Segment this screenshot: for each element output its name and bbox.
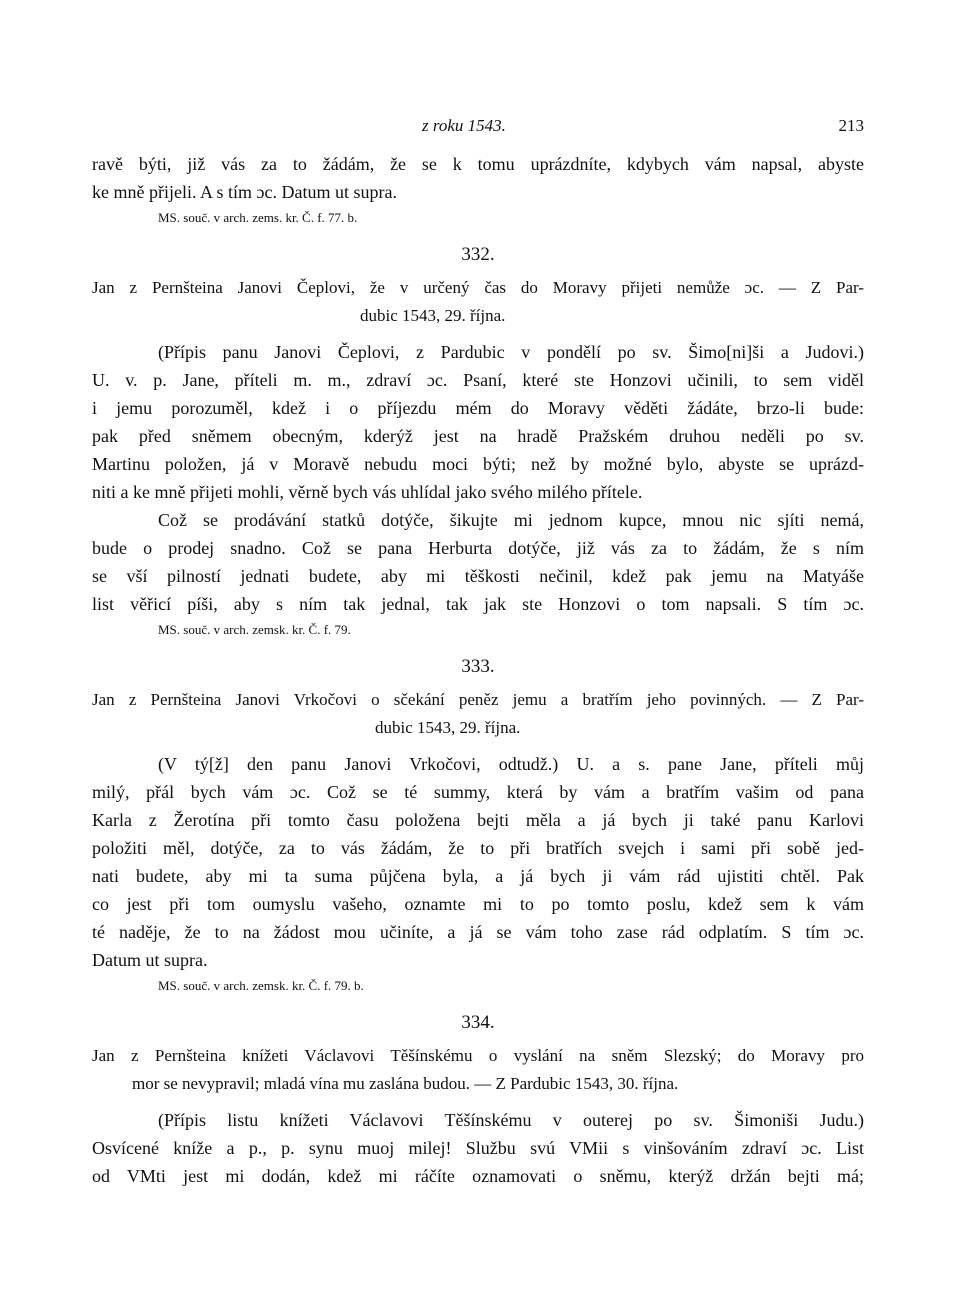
summary-line: Jan z Pernšteina Janovi Čeplovi, že v určený čas do Moravy přijeti nemůže ɔc. — Z Par- — [92, 278, 864, 297]
text-line: milý, přál bych vám ɔc. Což se té summy, která by vám a bratřím vašim od pana — [92, 782, 864, 802]
text-line: ke mně přijeli. A s tím ɔc. Datum ut supra. — [92, 182, 397, 202]
summary-line: mor se nevypravil; mladá vína mu zaslána budou. — Z Pardubic 1543, 30. října. — [132, 1074, 679, 1093]
text-line: Karla z Žerotína při tomto času položena bejti měla a já bych ji také panu Karlovi — [92, 810, 864, 830]
text-line: Osvícené kníže a p., p. synu muoj milej! Službu svú VMii s vinšováním zdraví ɔc. List — [92, 1138, 864, 1158]
document-number: 334. — [461, 1012, 495, 1033]
text-line: (Přípis panu Janovi Čeplovi, z Pardubic v pondělí po sv. Šimo[ni]ši a Judovi.) — [158, 342, 864, 362]
text-line: Datum ut supra. — [92, 950, 208, 970]
intro-text — [92, 150, 864, 206]
text-line: ravě býti, již vás za to žádám, že se k tomu uprázdníte, kdybych vám napsal, abyste — [92, 154, 864, 174]
page-header — [92, 116, 864, 142]
text-line: (Přípis listu knížeti Václavovi Těšínskému v outerej po sv. Šimoniši Judu.) — [158, 1110, 864, 1130]
text-line: pak před sněmem obecným, kderýž jest na hradě Pražském druhou neděli po sv. — [92, 426, 864, 446]
text-line: se vší pilností jednati budete, aby mi těškosti nečinil, kdež pak jemu na Matyáše — [92, 566, 864, 586]
text-line: bude o prodej snadno. Což se pana Herburta dotýče, již vás za to žádám, že s ním — [92, 538, 864, 558]
source-note: MS. souč. v arch. zemsk. kr. Č. f. 79. b. — [158, 978, 364, 993]
page-number: 213 — [838, 116, 864, 135]
running-title: z roku 1543. — [422, 116, 506, 135]
source-note: MS. souč. v arch. zemsk. kr. Č. f. 79. — [158, 622, 351, 637]
text-line: list věřicí píši, aby s ním tak jednal, tak jak ste Honzovi o tom napsali. S tím ɔc. — [92, 594, 864, 614]
summary-line: Jan z Pernšteina knížeti Václavovi Těšínskému o vyslání na sněm Slezský; do Moravy pro — [92, 1046, 864, 1065]
text-line: Což se prodávání statků dotýče, šikujte mi jednom kupce, mnou nic sjíti nemá, — [158, 510, 864, 530]
text-line: nati budete, aby mi ta suma půjčena byla, a já bych ji vám rád ujistiti chtěl. Pak — [92, 866, 864, 886]
text-line: od VMti jest mi dodán, kdež mi ráčíte oznamovati o sněmu, kterýž držán bejti má; — [92, 1166, 864, 1186]
text-line: i jemu porozuměl, kdež i o příjezdu mém do Moravy věděti žádáte, brzo-li bude: — [92, 398, 864, 418]
text-line: U. v. p. Jane, příteli m. m., zdraví ɔc. Psaní, které ste Honzovi učinili, to sem viděl — [92, 370, 864, 390]
summary-line: Jan z Pernšteina Janovi Vrkočovi o sčekání peněz jemu a bratřím jeho povinných. — Z Par- — [92, 690, 864, 709]
text-line: té naděje, že to na žádost mou učiníte, a já se vám toho zase rád odplatím. S tím ɔc. — [92, 922, 864, 942]
document-page — [92, 116, 864, 1190]
document-333 — [92, 642, 864, 998]
summary-line: dubic 1543, 29. října. — [360, 306, 506, 325]
text-line: niti a ke mně přijeti mohli, věrně bych vás uhlídal jako svého milého přítele. — [92, 482, 643, 502]
text-line: (V tý[ž] den panu Janovi Vrkočovi, odtudž.) U. a s. pane Jane, příteli můj — [158, 754, 864, 774]
document-334 — [92, 998, 864, 1190]
text-line: co jest při tom oumyslu vašeho, oznamte mi to po tomto poslu, kdež sem k vám — [92, 894, 864, 914]
summary-line: dubic 1543, 29. října. — [375, 718, 521, 737]
document-number: 333. — [461, 656, 495, 677]
text-line: položiti měl, dotýče, za to vás žádám, že to při bratřích svejch i sami při sobě jed- — [92, 838, 864, 858]
source-note: MS. souč. v arch. zems. kr. Č. f. 77. b. — [158, 210, 358, 225]
text-line: Martinu položen, já v Moravě nebudu moci býti; než by možné bylo, abyste se uprázd- — [92, 454, 864, 474]
document-332 — [92, 230, 864, 642]
document-number: 332. — [461, 244, 495, 265]
